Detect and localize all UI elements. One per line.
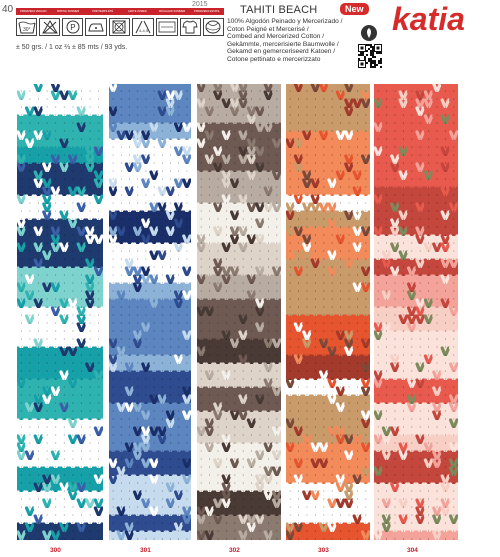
no-bleach-icon xyxy=(39,18,60,36)
svg-text:P: P xyxy=(70,23,76,32)
no-tumble-dry-icon xyxy=(109,18,130,36)
season-label: SPRING SUMMER xyxy=(56,10,80,13)
swatch-code-303: 303 xyxy=(318,547,329,554)
svg-text:4-4,5: 4-4,5 xyxy=(138,28,148,33)
qr-code xyxy=(358,44,382,68)
composition-line: Gekamd en gemerceriseerd Katoen / xyxy=(227,48,336,56)
composition-line: Cotone pettinato e mercerizzato xyxy=(227,55,321,63)
season-label: PRIMAVERA VERANO xyxy=(20,10,47,13)
season-label: FRÜHJAHR SOMMER xyxy=(158,10,186,13)
swatch-code-302: 302 xyxy=(229,547,240,554)
yarn-swatch-301 xyxy=(109,84,191,540)
katia-logo xyxy=(392,4,496,34)
garment-icon xyxy=(180,18,201,36)
eco-certified-icon xyxy=(360,24,378,42)
yarn-swatch-302 xyxy=(197,84,281,540)
weight-length-info: ± 50 grs. / 1 oz ⅔ ± 85 mts / 93 yds. xyxy=(16,44,128,51)
composition-line: Coton Peigné et Mercerisé / xyxy=(227,25,309,33)
composition-line: Combed and Mercerized Cotton / xyxy=(227,33,325,41)
season-label: PRIMAVERA ESTATE xyxy=(194,10,220,13)
season-label: PRINTEMPS ÉTÉ xyxy=(92,10,114,13)
iron-icon xyxy=(85,18,106,36)
yarn-swatch-303 xyxy=(286,84,370,540)
composition-line: Gekämmte, mercerisierte Baumwolle / xyxy=(227,40,339,48)
season-label: LENTE ZOMER xyxy=(128,10,147,13)
page-number: 40 xyxy=(2,4,14,15)
season-bar xyxy=(16,8,224,15)
composition-line: 100% Algodón Peinado y Mercerizado / xyxy=(227,18,343,25)
product-title: TAHITI BEACH xyxy=(240,4,318,16)
wash-30-icon xyxy=(16,18,37,36)
dry-clean-p-icon xyxy=(62,18,83,36)
care-symbols xyxy=(16,18,224,36)
needles-icon xyxy=(132,18,154,36)
yarn-swatch-304 xyxy=(374,84,458,540)
ball-icon xyxy=(203,18,224,36)
new-badge: New xyxy=(340,3,369,15)
year: 2015 xyxy=(192,1,208,8)
svg-text:30°: 30° xyxy=(22,27,31,33)
yarn-swatch-300 xyxy=(17,84,103,540)
svg-text:katia: katia xyxy=(392,4,465,34)
tension-icon xyxy=(156,18,178,36)
swatch-code-304: 304 xyxy=(407,547,418,554)
swatch-code-301: 301 xyxy=(140,547,151,554)
swatch-code-300: 300 xyxy=(50,547,61,554)
